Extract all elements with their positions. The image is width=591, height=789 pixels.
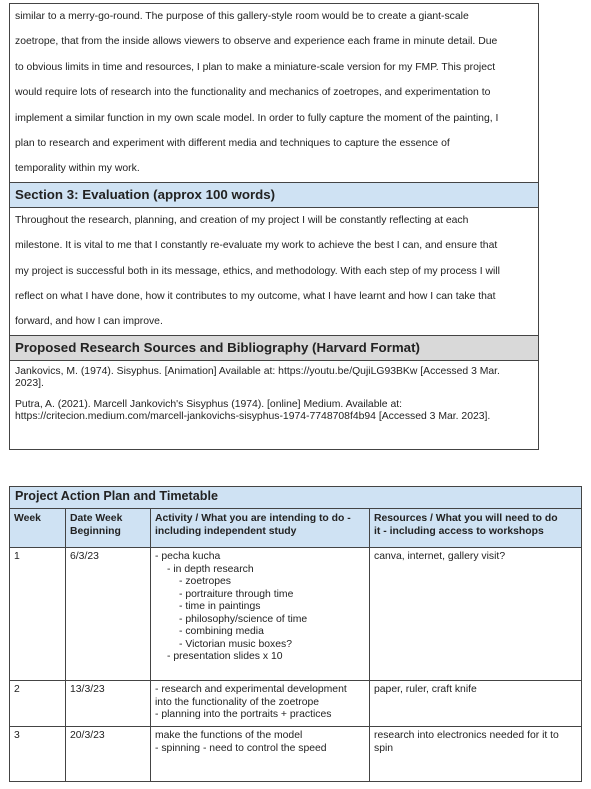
bibliography-entry: Putra, A. (2021). Marcell Jankovich's Sisyphus (1974). [online] Medium. Available at: https://critecion.medium.com/marcell-jankovichs-sisyphus-1974-7748708f4b94 [Accessed 3 Mar. 2023]. [15,398,491,422]
text-line: similar to a merry-go-round. The purpose of this gallery-style room would be to create a giant-scale [15,11,469,22]
date-cell: 20/3/23 [66,727,151,782]
text-line: forward, and how I can improve. [15,316,163,328]
text-line: my project is successful both in its message, ethics, and methodology. With each step of my process I will [15,265,500,277]
proposal-box [9,3,539,450]
bibliography-entry: Jankovics, M. (1974). Sisyphus. [Animation] Available at: https://youtu.be/QujiLG93BKw [Accessed 3 Mar. 2023]. [15,365,500,389]
text-line: would require lots of research into the functionality and mechanics of zoetropes, and experimentation to [15,87,491,99]
table-row [10,727,582,782]
activity-cell: - pecha kucha - in depth research - zoetropes - portraiture through time - time in paintings - philosophy/science of time - combining media - Victorian music boxes? - presentation slides x 10 [151,548,370,681]
section3-heading: Section 3: Evaluation (approx 100 words) [10,182,538,208]
table-row [10,548,582,681]
week-cell: 2 [10,681,66,727]
column-header-date: Date Week Beginning [66,509,151,548]
resources-cell: paper, ruler, craft knife [370,681,582,727]
bibliography-heading: Proposed Research Sources and Bibliography (Harvard Format) [10,335,538,361]
date-cell: 6/3/23 [66,548,151,681]
text-line: zoetrope, that from the inside allows viewers to observe and experience each frame in minute detail. Due [15,36,498,48]
table-row [10,681,582,727]
bibliography-list [10,361,538,423]
activity-cell: make the functions of the model - spinning - need to control the speed [151,727,370,782]
text-line: Throughout the research, planning, and creation of my project I will be constantly reflecting at each [15,214,469,226]
intro-paragraph [10,4,538,182]
action-plan-table [9,486,582,782]
text-line: reflect on what I have done, how it contributes to my outcome, what I have learnt and how I can take that [15,291,496,303]
text-line: to obvious limits in time and resources, I plan to make a miniature-scale version for my FMP. This project [15,61,496,73]
column-header-resources: Resources / What you will need to do it - including access to workshops [370,509,582,548]
resources-cell: research into electronics needed for it to spin [370,727,582,782]
column-header-week: Week [10,509,66,548]
text-line: milestone. It is vital to me that I constantly re-evaluate my work to achieve the best I can, and ensure that [15,240,498,252]
resources-cell: canva, internet, gallery visit? [370,548,582,681]
date-cell: 13/3/23 [66,681,151,727]
activity-cell: - research and experimental development into the functionality of the zoetrope - planning into the portraits + practices [151,681,370,727]
week-cell: 3 [10,727,66,782]
week-cell: 1 [10,548,66,681]
column-header-activity: Activity / What you are intending to do - including independent study [151,509,370,548]
text-line: plan to research and experiment with different media and techniques to capture the essence of [15,138,450,150]
section3-paragraph [10,208,538,335]
text-line: implement a similar function in my own scale model. In order to fully capture the moment of the painting, I [15,112,499,124]
text-line: temporality within my work. [15,163,140,175]
action-plan-title: Project Action Plan and Timetable [10,487,582,509]
